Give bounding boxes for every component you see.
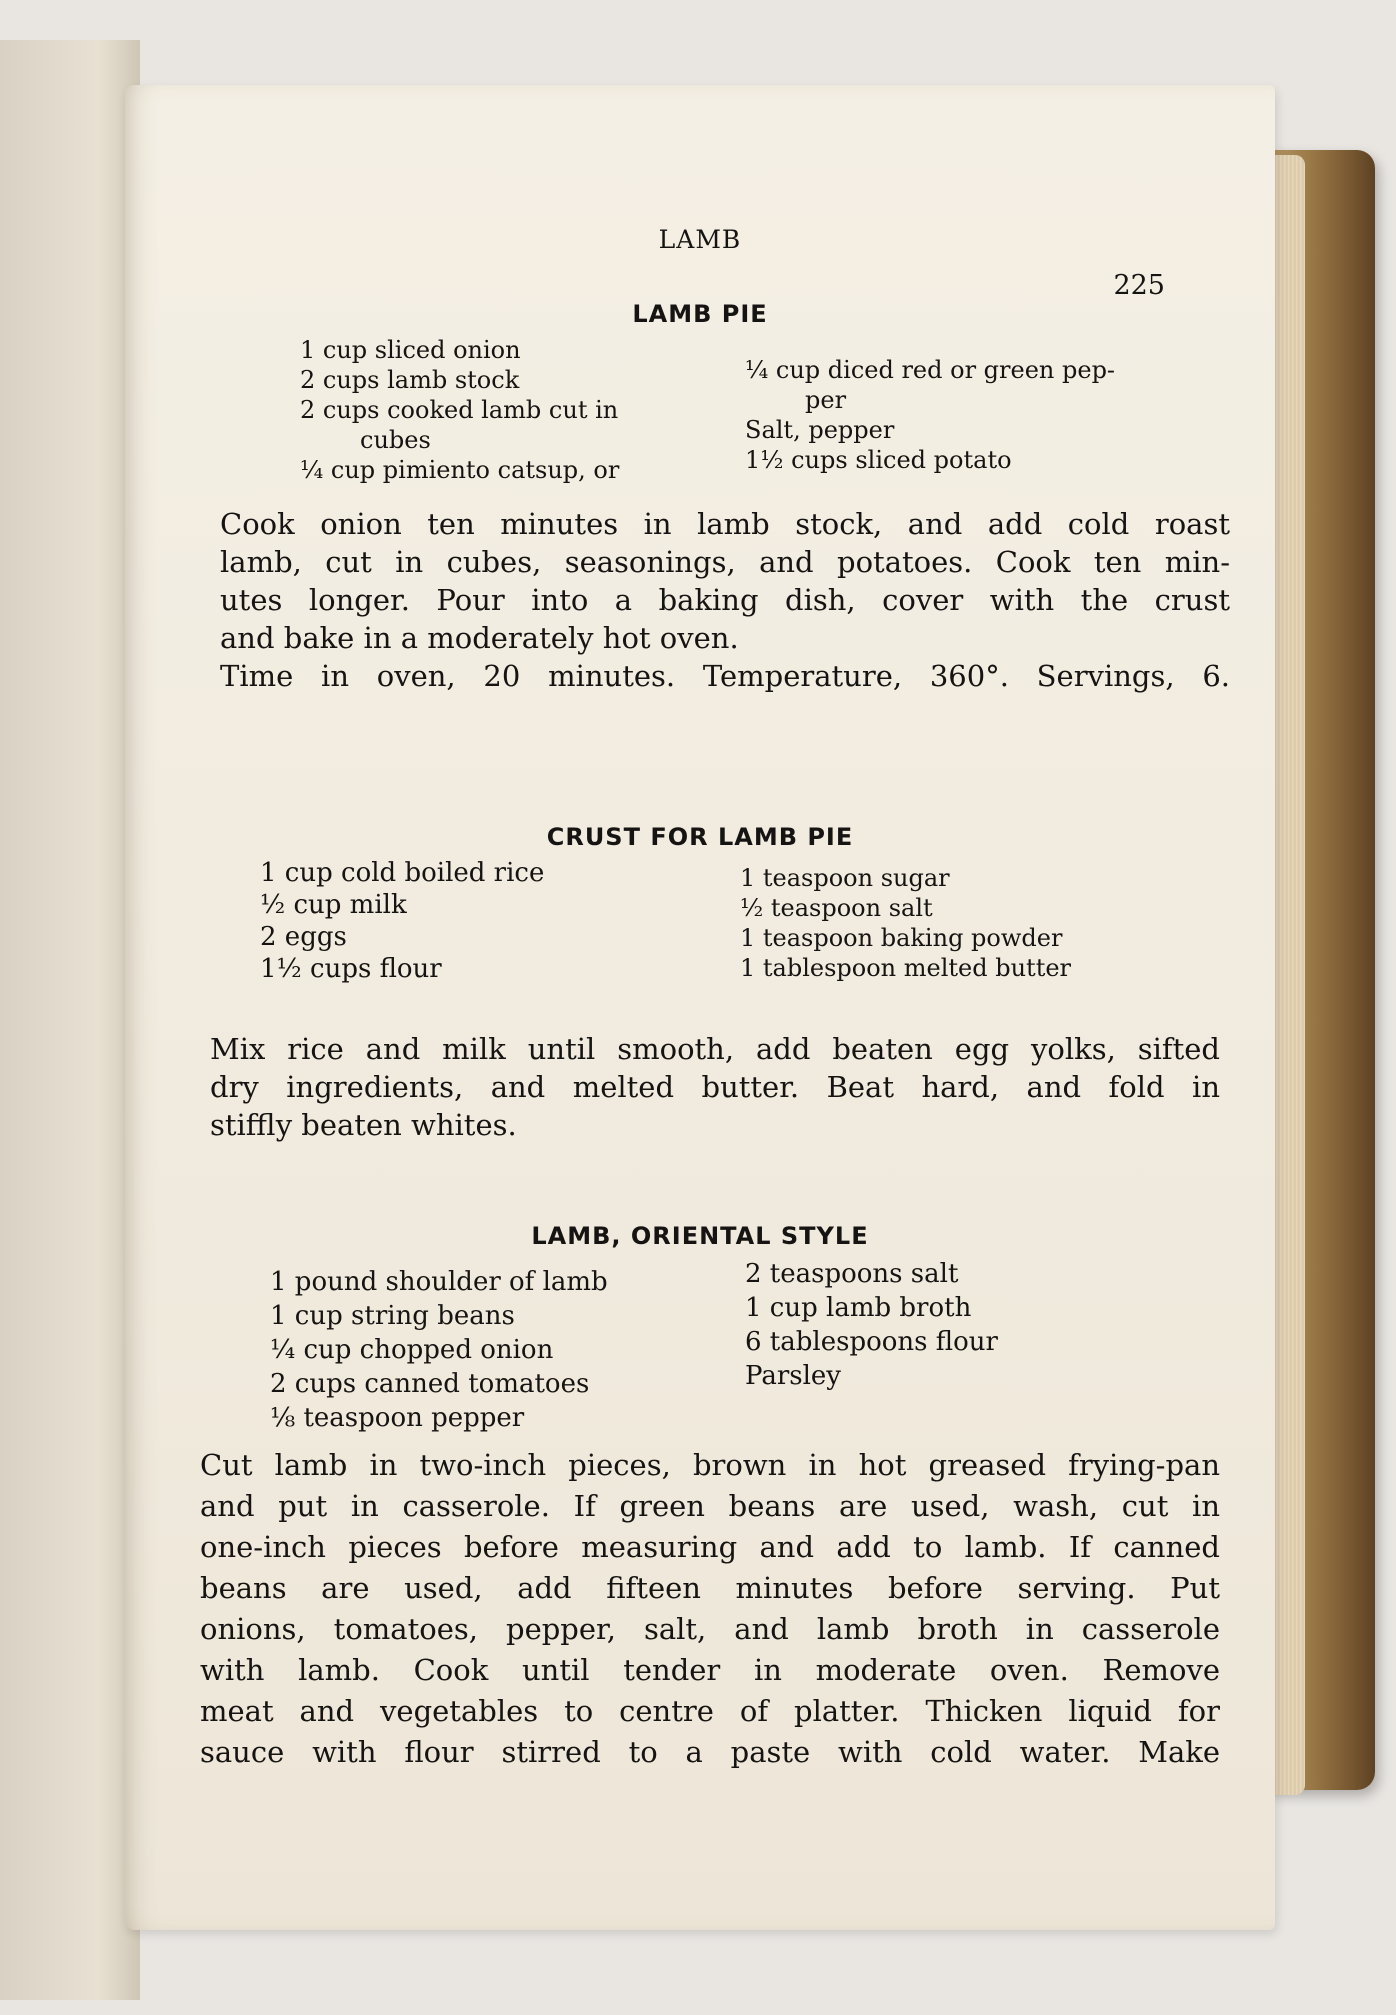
ingredient: ¼ cup diced red or green pep- [745,356,1116,384]
method-line: meat and vegetables to centre of platter. Thicken liquid for [200,1694,1220,1728]
page-number: 225 [1113,270,1165,301]
book-page [125,85,1275,1930]
ingredient: 2 cups canned tomatoes [270,1369,590,1399]
ingredient: ⅛ teaspoon pepper [270,1403,525,1433]
method-line: stiffly beaten whites. [210,1108,517,1142]
method-lamb-pie [220,505,1230,695]
method-line: Time in oven, 20 minutes. Temperature, 360°. Servings, 6. [220,659,1230,693]
facing-page-edge [0,40,140,2000]
method-line: with lamb. Cook until tender in moderate oven. Remove [200,1653,1220,1687]
recipe-title-oriental: LAMB, ORIENTAL STYLE [531,1222,869,1250]
ingredient: ¼ cup chopped onion [270,1335,554,1365]
method-line: onions, tomatoes, pepper, salt, and lamb broth in casserole [200,1612,1220,1646]
ingredients-left-oriental [270,1265,730,1435]
ingredient: 1 tablespoon melted butter [740,954,1072,982]
ingredient: 2 cups cooked lamb cut in [300,396,619,424]
ingredient: 1 cup sliced onion [300,336,521,364]
running-head: LAMB [658,225,742,254]
method-line: dry ingredients, and melted butter. Beat hard, and fold in [210,1070,1220,1104]
ingredients-right-oriental [745,1257,1185,1393]
method-line: beans are used, add fifteen minutes before serving. Put [200,1571,1220,1605]
method-line: Mix rice and milk until smooth, add beaten egg yolks, sifted [210,1032,1220,1066]
ingredient: 1 cup lamb broth [745,1293,972,1323]
ingredient: 1½ cups sliced potato [745,446,1012,474]
ingredient: 1 cup string beans [270,1301,515,1331]
ingredient: ½ cup milk [260,890,407,920]
ingredient: cubes [360,426,431,454]
method-line: lamb, cut in cubes, seasonings, and potatoes. Cook ten min- [220,545,1230,579]
ingredient: Parsley [745,1361,841,1391]
ingredient: 2 teaspoons salt [745,1259,959,1289]
ingredient: 2 eggs [260,922,347,952]
ingredient: 6 tablespoons flour [745,1327,998,1357]
ingredient: per [805,386,847,414]
ingredient: Salt, pepper [745,416,895,444]
ingredient: ½ teaspoon salt [740,894,933,922]
ingredients-right-crust [740,863,1240,983]
method-line: utes longer. Pour into a baking dish, cover with the crust [220,583,1230,617]
method-line: one-inch pieces before measuring and add to lamb. If canned [200,1530,1220,1564]
ingredients-left-crust [260,857,720,985]
recipe-title-lamb-pie: LAMB PIE [632,300,768,328]
ingredient: 1 cup cold boiled rice [260,858,545,888]
method-line: and put in casserole. If green beans are used, wash, cut in [200,1489,1220,1523]
ingredient: 1½ cups flour [260,954,442,984]
method-crust [210,1030,1220,1144]
ingredient: 1 pound shoulder of lamb [270,1267,608,1297]
ingredient: ¼ cup pimiento catsup, or [300,456,620,484]
ingredients-right-lamb-pie [745,355,1245,475]
ingredient: 2 cups lamb stock [300,366,520,394]
recipe-title-crust: CRUST FOR LAMB PIE [546,823,854,851]
method-oriental [200,1445,1220,1773]
method-line: and bake in a moderately hot oven. [220,621,739,655]
method-line: Cut lamb in two-inch pieces, brown in hot greased frying-pan [200,1448,1220,1482]
ingredient: 1 teaspoon sugar [740,864,950,892]
method-line: Cook onion ten minutes in lamb stock, and add cold roast [220,507,1230,541]
method-line: sauce with flour stirred to a paste with cold water. Make [200,1735,1220,1769]
ingredient: 1 teaspoon baking powder [740,924,1063,952]
